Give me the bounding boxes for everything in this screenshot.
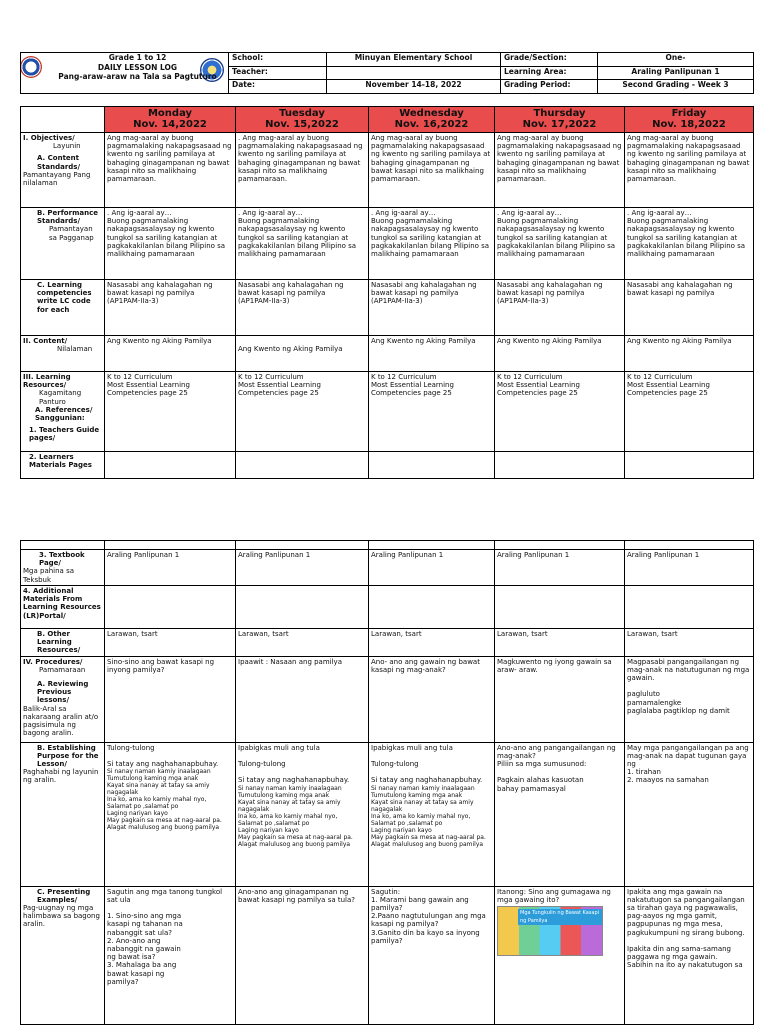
performance-label-cell: B. Performance Standards/ Pamantayan sa Pagganap [21, 208, 105, 280]
area-value: Araling Panlipunan 1 [598, 66, 754, 80]
learners-tuesday [236, 452, 369, 479]
performance-tuesday: . Ang ig-aaral ay… Buong pagmamalaking nakapagsasalaysay ng kwento tungkol sa sariling katangian at pagkakakilanlan bilang Pilipino sa malikhaing pamamaraan [236, 208, 369, 280]
establishing-friday: May mga pangangailangan pa ang mag-anak na dapat tugunan gaya ng 1. tirahan 2. maayos na samahan [625, 742, 754, 886]
corner-cell [21, 107, 105, 133]
lesson-table-part2 [20, 540, 754, 1025]
resources-wednesday: K to 12 Curriculum Most Essential Learning Competencies page 25 [369, 372, 495, 452]
performance-wednesday: . Ang ig-aaral ay… Buong pagmamalaking nakapagsasalaysay ng kwento tungkol sa sariling katangian at pagkakakilanlan bilang Pilipino sa malikhaing pamamaraan [369, 208, 495, 280]
procedures-row [21, 656, 754, 742]
competencies-thursday: Nasasabi ang kahalagahan ng bawat kasapi ng pamilya (AP1PAM-IIa-3) [495, 280, 625, 336]
other-tuesday: Larawan, tsart [236, 629, 369, 657]
learners-label: 2. Learners Materials Pages [21, 452, 105, 479]
grade-title: Grade 1 to 12 [108, 53, 167, 62]
objectives-friday: Ang mag-aaral ay buong pagmamalaking nakapagsasaad ng kwento ng sariling pamilaya at bahaging ginagampanan ng bawat kasapi nito sa malikhaing pamamaraan. [625, 133, 754, 208]
objectives-row [21, 133, 754, 208]
grade-value: One- [598, 53, 754, 67]
other-friday: Larawan, tsart [625, 629, 754, 657]
resources-friday: K to 12 Curriculum Most Essential Learning Competencies page 25 [625, 372, 754, 452]
establishing-label-cell: B. Establishing Purpose for the Lesson/ Paghahabi ng layunin ng aralin. [21, 742, 105, 886]
dll-title: DAILY LESSON LOG [97, 62, 178, 72]
objectives-tuesday: . Ang mag-aaral ay buong pagmamalaking nakapagsasaad ng kwento ng sariling pamilaya at bahaging ginagampanan ng bawat kasapi nito sa malikhaing pamamaraan. [236, 133, 369, 208]
reviewing-tuesday: Ipaawit : Nasaan ang pamilya [236, 656, 369, 742]
performance-row [21, 208, 754, 280]
content-tuesday: Ang Kwento ng Aking Pamilya [236, 336, 369, 372]
school-label: School: [229, 53, 327, 67]
establishing-tuesday: Ipabigkas muli ang tula Tulong-tulong Si tatay ang naghahanapbuhay. Si nanay naman kamiy inaalagaan Tumutulong kaming mga anak Kayat sina nanay at tatay sa amiy nagagalak Ina ko, ama ko kamiy mahal nyo, Salamat po ,salamat po Laging nariyan kayo May pagkain sa mesa at nag-aaral pa. Alagat malulusog ang buong pamilya [236, 742, 369, 886]
teacher-label: Teacher: [229, 66, 327, 80]
additional-label: 4. Additional Materials From Learning Resources (LR)Portal/ [21, 586, 105, 629]
presenting-friday: Ipakita ang mga gawain na nakatutugon sa pangangailangan sa tirahan gaya ng pagwawalis, pag-aayos ng mga gamit, pagpupunas ng mga mesa, pagkukumpuni ng sirang bubong. Ipakita din ang sama-samang paggawa ng mga gawain. Sabihin na ito ay nakatutugon sa [625, 886, 754, 1024]
teacher-value [327, 66, 501, 80]
performance-monday: . Ang ig-aaral ay… Buong pagmamalaking nakapagsasalaysay ng kwento tungkol sa sariling katangian at pagkakakilanlan bilang Pilipino sa malikhaing pamamaraan [105, 208, 236, 280]
learners-friday [625, 452, 754, 479]
other-thursday: Larawan, tsart [495, 629, 625, 657]
period-value: Second Grading - Week 3 [598, 80, 754, 94]
textbook-friday: Araling Panlipunan 1 [625, 550, 754, 586]
other-monday: Larawan, tsart [105, 629, 236, 657]
resources-monday: K to 12 Curriculum Most Essential Learning Competencies page 25 [105, 372, 236, 452]
reviewing-friday: Magpasabi pangangailangan ng mag-anak na natutugunan ng mga gawain. pagluluto pamamalengke paglalaba pagtiklop ng damit [625, 656, 754, 742]
textbook-thursday: Araling Panlipunan 1 [495, 550, 625, 586]
family-tasks-image: Mga Tungkulin ng Bawat Kasapi ng Pamilya [497, 906, 603, 956]
presenting-tuesday: Ano-ano ang ginagampanan ng bawat kasapi ng pamilya sa tula? [236, 886, 369, 1024]
objectives-thursday: Ang mag-aaral ay buong pagmamalaking nakapagsasaad ng kwento ng sariling pamilaya at bahaging ginagampanan ng bawat kasapi nito sa malikhaing pamamaraan. [495, 133, 625, 208]
competencies-wednesday: Nasasabi ang kahalagahan ng bawat kasapi ng pamilya (AP1PAM-IIa-3) [369, 280, 495, 336]
day-header-friday: Friday Nov. 18,2022 [625, 107, 754, 133]
learners-monday [105, 452, 236, 479]
date-label: Date: [229, 80, 327, 94]
other-resources-row [21, 629, 754, 657]
objectives-wednesday: Ang mag-aaral ay buong pagmamalaking nakapagsasaad ng kwento ng sariling pamilaya at bahaging ginagampanan ng bawat kasapi nito sa malikhaing pamamaraan. [369, 133, 495, 208]
top-blank-row [21, 541, 754, 550]
presenting-wednesday: Sagutin: 1. Marami bang gawain ang pamilya? 2.Paano nagtutulungan ang mga kasapi ng pamilya? 3.Ganito din ba kayo sa inyong pamilya? [369, 886, 495, 1024]
performance-friday: . Ang ig-aaral ay… Buong pagmamalaking nakapagsasalaysay ng kwento tungkol sa sariling katangian at pagkakakilanlan bilang Pilipino sa malikhaing pamamaraan [625, 208, 754, 280]
establishing-monday: Tulong-tulong Si tatay ang naghahanapbuhay. Si nanay naman kamiy inaalagaan Tumutulong kaming mga anak Kayat sina nanay at tatay sa amiy nagagalak Ina ko, ama ko kamiy mahal nyo, Salamat po ,salamat po Laging nariyan kayo May pagkain sa mesa at nag-aaral pa. Alagat malulusog ang buong pamilya [105, 742, 236, 886]
header-table [20, 52, 754, 94]
resources-label-cell: III. Learning Resources/ Kagamitang Panturo A. References/ Sanggunian: 1. Teachers Guide pages/ [21, 372, 105, 452]
reviewing-wednesday: Ano- ano ang gawain ng bawat kasapi ng mag-anak? [369, 656, 495, 742]
grade-label: Grade/Section: [501, 53, 598, 67]
day-header-thursday: Thursday Nov. 17,2022 [495, 107, 625, 133]
learners-row [21, 452, 754, 479]
textbook-monday: Araling Panlipunan 1 [105, 550, 236, 586]
content-label-cell: II. Content/ Nilalaman [21, 336, 105, 372]
dll-subtitle: Pang-araw-araw na Tala sa Pagtuturo [58, 72, 217, 81]
competencies-monday: Nasasabi ang kahalagahan ng bawat kasapi ng pamilya (AP1PAM-IIa-3) [105, 280, 236, 336]
learners-wednesday [369, 452, 495, 479]
reviewing-thursday: Magkuwento ng iyong gawain sa araw- araw. [495, 656, 625, 742]
competencies-friday: Nasasabi ang kahalagahan ng bawat kasapi ng pamilya [625, 280, 754, 336]
performance-thursday: . Ang ig-aaral ay… Buong pagmamalaking nakapagsasalaysay ng kwento tungkol sa sariling katangian at pagkakakilanlan bilang Pilipino sa malikhaing pamamaraan [495, 208, 625, 280]
presenting-monday: Sagutin ang mga tanong tungkol sat ula 1. Sino-sino ang mga kasapi ng tahanan na nabanggit sat ula? 2. Ano-ano ang nabanggit na gawain ng bawat isa? 3. Mahalaga ba ang bawat kasapi ng pamilya? [105, 886, 236, 1024]
resources-row [21, 372, 754, 452]
establishing-row [21, 742, 754, 886]
content-monday: Ang Kwento ng Aking Pamilya [105, 336, 236, 372]
day-header-monday: Monday Nov. 14,2022 [105, 107, 236, 133]
period-label: Grading Period: [501, 80, 598, 94]
textbook-row [21, 550, 754, 586]
other-resources-label: B. Other Learning Resources/ [21, 629, 105, 657]
day-header-tuesday: Tuesday Nov. 15,2022 [236, 107, 369, 133]
day-header-wednesday: Wednesday Nov. 16,2022 [369, 107, 495, 133]
resources-thursday: K to 12 Curriculum Most Essential Learning Competencies page 25 [495, 372, 625, 452]
additional-row [21, 586, 754, 629]
competencies-row [21, 280, 754, 336]
presenting-thursday: Itanong: Sino ang gumagawa ng mga gawaing ito? Mga Tungkulin ng Bawat Kasapi ng Pamilya [495, 886, 625, 1024]
other-wednesday: Larawan, tsart [369, 629, 495, 657]
establishing-thursday: Ano-ano ang pangangailangan ng mag-anak? Piliin sa mga sumusunod: Pagkain alahas kasuotan bahay pamamasyal [495, 742, 625, 886]
resources-tuesday: K to 12 Curriculum Most Essential Learning Competencies page 25 [236, 372, 369, 452]
content-friday: Ang Kwento ng Aking Pamilya [625, 336, 754, 372]
competencies-label: C. Learning competencies write LC code for each [21, 280, 105, 336]
textbook-wednesday: Araling Panlipunan 1 [369, 550, 495, 586]
objectives-label-cell: I. Objectives/ Layunin A. Content Standards/ Pamantayang Pang nilalaman [21, 133, 105, 208]
content-row [21, 336, 754, 372]
content-thursday: Ang Kwento ng Aking Pamilya [495, 336, 625, 372]
header-title-cell [21, 53, 229, 94]
presenting-row [21, 886, 754, 1024]
textbook-tuesday: Araling Panlipunan 1 [236, 550, 369, 586]
area-label: Learning Area: [501, 66, 598, 80]
reviewing-monday: Sino-sino ang bawat kasapi ng inyong pamilya? [105, 656, 236, 742]
establishing-wednesday: Ipabigkas muli ang tula Tulong-tulong Si tatay ang naghahanapbuhay. Si nanay naman kamiy inaalagaan Tumutulong kaming mga anak Kayat sina nanay at tatay sa amiy nagagalak Ina ko, ama ko kamiy mahal nyo, Salamat po ,salamat po Laging nariyan kayo May pagkain sa mesa at nag-aaral pa. Alagat malulusog ang buong pamilya [369, 742, 495, 886]
content-wednesday: Ang Kwento ng Aking Pamilya [369, 336, 495, 372]
school-value: Minuyan Elementary School [327, 53, 501, 67]
presenting-label-cell: C. Presenting Examples/ Pag-uugnay ng mga halimbawa sa bagong aralin. [21, 886, 105, 1024]
competencies-tuesday: Nasasabi ang kahalagahan ng bawat kasapi ng pamilya (AP1PAM-IIa-3) [236, 280, 369, 336]
learners-thursday [495, 452, 625, 479]
objectives-monday: Ang mag-aaral ay buong pagmamalaking nakapagsasaad ng kwento ng sariling pamilaya at bahaging ginagampanan ng bawat kasapi nito sa malikhaing pamamaraan. [105, 133, 236, 208]
lesson-table-part1 [20, 106, 754, 479]
procedures-label-cell: IV. Procedures/ Pamamaraan A. Reviewing Previous lessons/ Balik-Aral sa nakaraang aralin at/o pagsisimula ng bagong aralin. [21, 656, 105, 742]
date-value: November 14-18, 2022 [327, 80, 501, 94]
textbook-label-cell: 3. Textbook Page/ Mga pahina sa Teksbuk [21, 550, 105, 586]
day-header-row [21, 107, 754, 133]
